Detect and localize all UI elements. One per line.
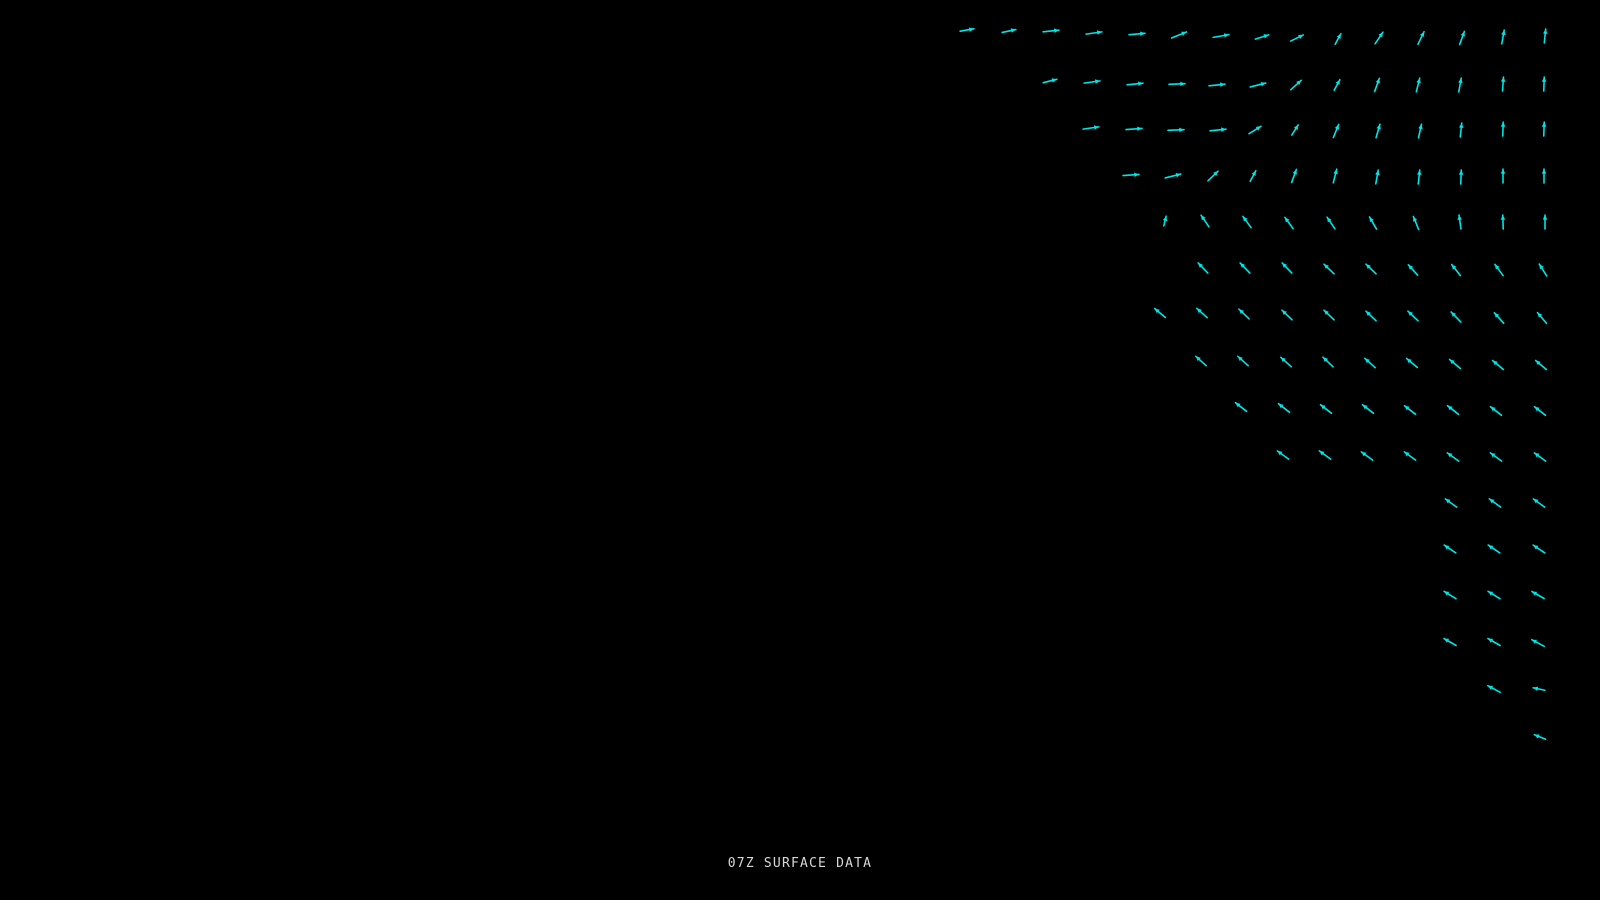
wind-vector-arrow [1282,310,1292,320]
wind-vector-arrow [1243,216,1251,227]
wind-vector-arrow [1210,127,1226,131]
wind-vector-arrow [1083,125,1099,129]
wind-vector-arrow [1198,263,1208,273]
wind-vector-arrow [1418,32,1424,45]
wind-vector-arrow [1533,545,1545,553]
wind-vector-arrow [1501,215,1506,229]
wind-vector-arrow [1490,453,1501,461]
wind-vector-arrow [1086,30,1102,34]
wind-vector-arrow [1292,125,1298,135]
wind-vector-arrow [1408,311,1418,321]
wind-vector-arrow [1362,405,1373,414]
wind-vector-arrow [1324,264,1334,274]
wind-vector-arrow [1366,264,1376,274]
wind-vector-arrow [1488,639,1500,646]
wind-vector-arrow [1250,82,1266,87]
wind-vector-arrow [1532,592,1544,599]
wind-vector-arrow [1542,169,1547,183]
wind-vector-arrow [1534,407,1545,416]
wind-vector-arrow [1543,215,1548,229]
wind-vector-arrow [1460,31,1465,44]
wind-vector-arrow [1285,217,1293,228]
wind-vector-arrow [1533,499,1544,507]
wind-vector-arrow [1196,356,1206,365]
wind-vector-arrow [1168,128,1184,133]
wind-vector-arrow [1375,170,1379,184]
wind-vector-arrow [1365,358,1375,367]
wind-vector-arrow [1404,406,1415,415]
wind-vector-arrow [1169,82,1185,87]
wind-vector-arrow [1543,29,1548,43]
wind-vector-arrow [1459,170,1464,184]
wind-vector-arrow [1208,171,1218,181]
wind-vector-arrow [1538,313,1547,324]
wind-vector-arrow [1249,126,1261,133]
wind-vector-arrow [1278,404,1289,413]
wind-vector-arrow [1404,452,1415,460]
wind-vector-arrow [1002,28,1016,32]
wind-vector-arrow [1447,406,1458,415]
wind-vector-arrow [1291,80,1301,89]
wind-vector-arrow [1375,78,1380,91]
wind-vector-arrow [1370,217,1377,229]
wind-vector-arrow [1197,308,1207,317]
wind-vector-arrow [1281,357,1291,366]
wind-vector-arrow [1165,173,1181,178]
wind-vector-arrow [1201,215,1209,227]
wind-vector-arrow [1235,403,1246,412]
wind-vector-arrow [1494,313,1503,323]
wind-vector-arrow [1043,78,1057,82]
wind-vector-arrow [1163,216,1167,226]
wind-vector-arrow [1413,217,1419,230]
wind-vector-arrow [1501,122,1506,136]
wind-vector-arrow [1333,125,1339,138]
wind-vector-arrow [1407,359,1418,368]
wind-vector-arrow [1418,124,1422,138]
wind-vector-arrow [1417,170,1422,184]
wind-vector-arrow [1126,127,1142,132]
wind-vector-arrow [1539,264,1546,276]
wind-vector-arrow [1155,309,1166,318]
wind-vector-arrow [1335,34,1341,45]
wind-vector-arrow [1495,264,1503,275]
wind-vector-arrow [1490,407,1501,416]
wind-vector-arrow [1319,451,1330,459]
wind-vector-arrow [1129,31,1145,36]
wind-vector-arrow [1416,78,1420,92]
wind-vector-arrow [1333,169,1337,183]
wind-vector-arrow [1501,77,1506,91]
wind-vector-arrow [1375,32,1383,44]
wind-vector-arrow [1366,311,1376,321]
wind-vector-arrow [1239,309,1249,319]
wind-vector-arrow [1451,312,1461,322]
wind-vector-arrow [1376,124,1381,137]
wind-vector-arrow [1277,451,1288,459]
wind-vector-arrow [1127,81,1143,86]
wind-vector-arrow [1444,545,1456,553]
wind-vector-arrow [1445,499,1456,507]
wind-vector-arrow [1282,263,1292,273]
wind-vector-arrow [1542,122,1547,136]
wind-vector-arrow [960,27,974,31]
wind-vector-arrow [1444,591,1456,598]
chart-caption: 07Z SURFACE DATA [727,856,873,871]
wind-vector-arrow [1493,361,1504,370]
wind-vector-arrow [1320,405,1331,414]
wind-vector-arrow [1501,30,1505,44]
wind-vector-arrow [1532,640,1544,647]
wind-vector-arrow [1458,78,1462,92]
wind-vector-arrow [1123,173,1139,178]
wind-vector-arrow [1324,310,1334,320]
wind-vector-arrow [1536,361,1547,370]
wind-vector-arrow [1292,169,1297,182]
wind-vector-arrow [1255,34,1268,39]
wind-vector-arrow [1488,545,1500,553]
wind-vector-arrow [1447,453,1458,461]
wind-vector-arrow [1240,263,1250,273]
wind-vector-arrow [1501,169,1506,183]
wind-vector-arrow [1488,686,1500,693]
wind-vector-arrow [1291,35,1304,41]
wind-vector-arrow [1334,80,1340,91]
wind-vector-arrow [1444,639,1456,646]
wind-vector-arrow [1238,356,1248,365]
wind-vector-arrow [1408,265,1417,275]
wind-vector-arrow [1084,79,1100,83]
wind-vector-arrow [1459,123,1464,137]
wind-vector-arrow [1172,32,1187,38]
wind-vector-arrow [1457,215,1461,229]
wind-vector-arrow [1534,453,1545,461]
wind-vector-arrow [1489,499,1500,507]
wind-vector-arrow [1488,591,1500,598]
wind-vector-arrow [1250,171,1256,182]
wind-vector-arrow [1542,77,1547,91]
wind-vector-arrow [1452,264,1461,275]
wind-vector-arrow [1209,82,1225,87]
wind-vector-arrow [1361,452,1372,460]
wind-vector-arrow [1450,360,1461,369]
wind-vector-arrow [1213,33,1229,37]
wind-vector-arrow [1534,734,1545,739]
wind-vector-arrow [1323,357,1333,367]
wind-vector-arrow [1043,28,1059,33]
wind-vector-arrow [1327,217,1335,229]
wind-vector-arrow [1533,687,1545,691]
